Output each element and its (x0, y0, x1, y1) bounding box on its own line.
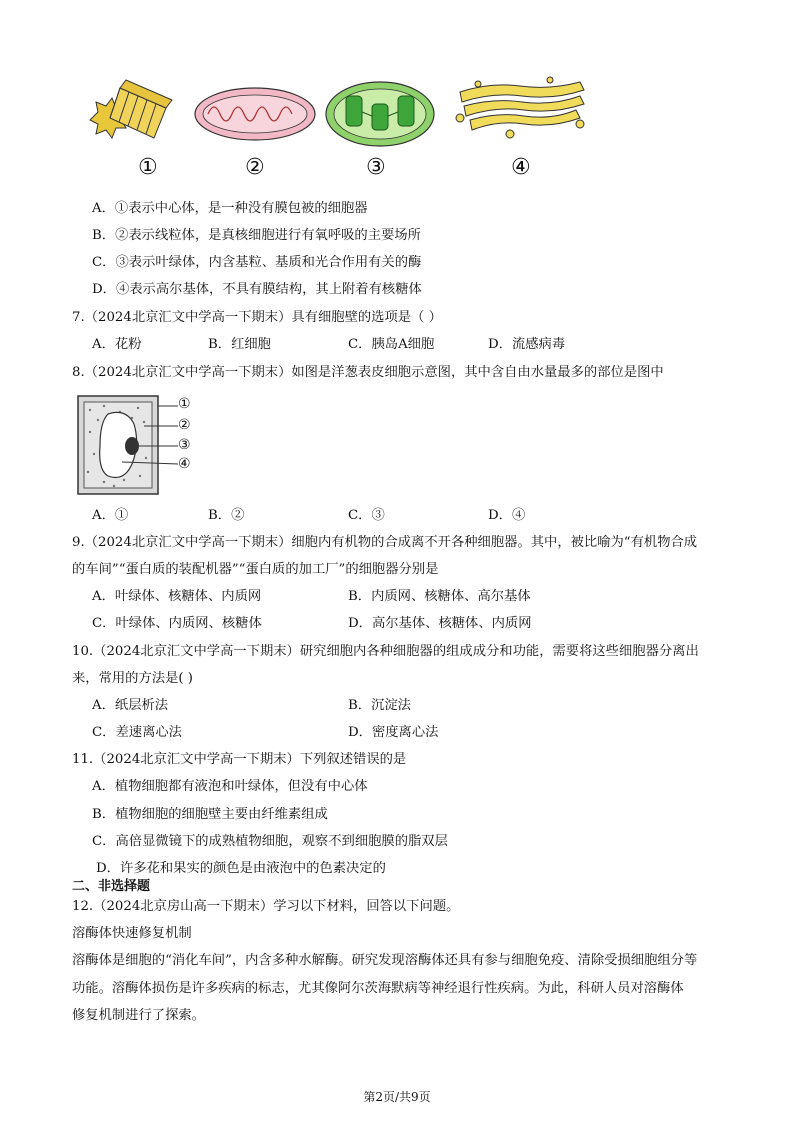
organelle-label-1: ① (138, 155, 158, 180)
chloroplast-drawing (326, 82, 434, 146)
q10-stem-line1: 10.（2024北京汇文中学高一下期末）研究细胞内各种细胞器的组成成分和功能，需要将这些细胞器分离出 (72, 644, 699, 659)
organelle-label-2: ② (245, 155, 265, 180)
page-footer: 第2页/共9页 (363, 1090, 431, 1104)
q10-option-d: D．密度离心法 (348, 725, 439, 740)
q9-option-a: A．叶绿体、核糖体、内质网 (92, 589, 262, 604)
q8-option-b: B．② (208, 508, 245, 523)
q6-option-c: C．③表示叶绿体，内含基粒、基质和光合作用有关的酶 (92, 255, 422, 270)
q9-stem-line1: 9.（2024北京汇文中学高一下期末）细胞内有机物的合成离不开各种细胞器。其中，被比喻为“有机物合成 (72, 535, 698, 550)
q9-option-c: C．叶绿体、内质网、核糖体 (92, 616, 262, 631)
q10-option-c: C．差速离心法 (92, 725, 182, 740)
q6-option-b: B．②表示线粒体，是真核细胞进行有氧呼吸的主要场所 (92, 228, 421, 243)
q12-paragraph-line3: 修复机制进行了探索。 (72, 1008, 205, 1023)
q6-option-d: D．④表示高尔基体，不具有膜结构，其上附着有核糖体 (92, 282, 422, 297)
q11-option-a: A．植物细胞都有液泡和叶绿体，但没有中心体 (92, 779, 368, 794)
q9-option-b: B．内质网、核糖体、高尔基体 (348, 589, 531, 604)
q10-stem-line2: 来，常用的方法是( ) (72, 671, 193, 686)
centriole-drawing (90, 80, 172, 138)
q7-option-b: B．红细胞 (208, 337, 271, 352)
cell-label-1: ① (178, 396, 191, 412)
q12-paragraph-line2: 功能。溶酶体损伤是许多疾病的标志，尤其像阿尔茨海默病等神经退行性疾病。为此，科研人员对溶酶体 (72, 981, 684, 996)
organelle-figure (80, 68, 600, 158)
mitochondria-drawing (195, 88, 315, 140)
q9-stem-line2: 的车间”“蛋白质的装配机器”“蛋白质的加工厂”的细胞器分别是 (72, 562, 439, 577)
q7-option-a: A．花粉 (92, 337, 142, 352)
onion-cell-figure (74, 392, 192, 500)
q12-paragraph-line1: 溶酶体是细胞的“消化车间”，内含多种水解酶。研究发现溶酶体还具有参与细胞免疫、清除受损细胞组分等 (72, 953, 698, 968)
golgi-drawing (456, 77, 584, 138)
q11-option-d: D．许多花和果实的颜色是由液泡中的色素决定的 (96, 861, 386, 876)
q8-option-d: D．④ (488, 508, 526, 523)
q10-option-b: B．沉淀法 (348, 698, 411, 713)
cell-label-2: ② (178, 417, 191, 433)
q7-option-d: D．流感病毒 (488, 337, 566, 352)
q7-stem: 7.（2024北京汇文中学高一下期末）具有细胞壁的选项是（ ） (72, 310, 442, 325)
cell-label-4: ④ (178, 456, 191, 472)
q11-stem: 11.（2024北京汇文中学高一下期末）下列叙述错误的是 (72, 752, 407, 767)
q12-stem: 12.（2024北京房山高一下期末）学习以下材料，回答以下问题。 (72, 899, 460, 914)
q10-option-a: A．纸层析法 (92, 698, 169, 713)
organelle-label-4: ④ (511, 155, 531, 180)
q8-option-a: A．① (92, 508, 129, 523)
q11-option-b: B．植物细胞的细胞壁主要由纤维素组成 (92, 807, 328, 822)
q8-stem: 8.（2024北京汇文中学高一下期末）如图是洋葱表皮细胞示意图，其中含自由水量最多的部位是图中 (72, 365, 664, 380)
cell-label-3: ③ (178, 437, 191, 453)
q7-option-c: C．胰岛A细胞 (348, 337, 435, 352)
q9-option-d: D．高尔基体、核糖体、内质网 (348, 616, 532, 631)
q8-option-c: C．③ (348, 508, 385, 523)
q11-option-c: C．高倍显微镜下的成熟植物细胞，观察不到细胞膜的脂双层 (92, 834, 448, 849)
organelle-label-3: ③ (366, 155, 386, 180)
q6-option-a: A．①表示中心体，是一种没有膜包被的细胞器 (92, 201, 368, 216)
section-title: 二、非选择题 (72, 879, 151, 894)
q12-subtitle: 溶酶体快速修复机制 (72, 926, 192, 941)
